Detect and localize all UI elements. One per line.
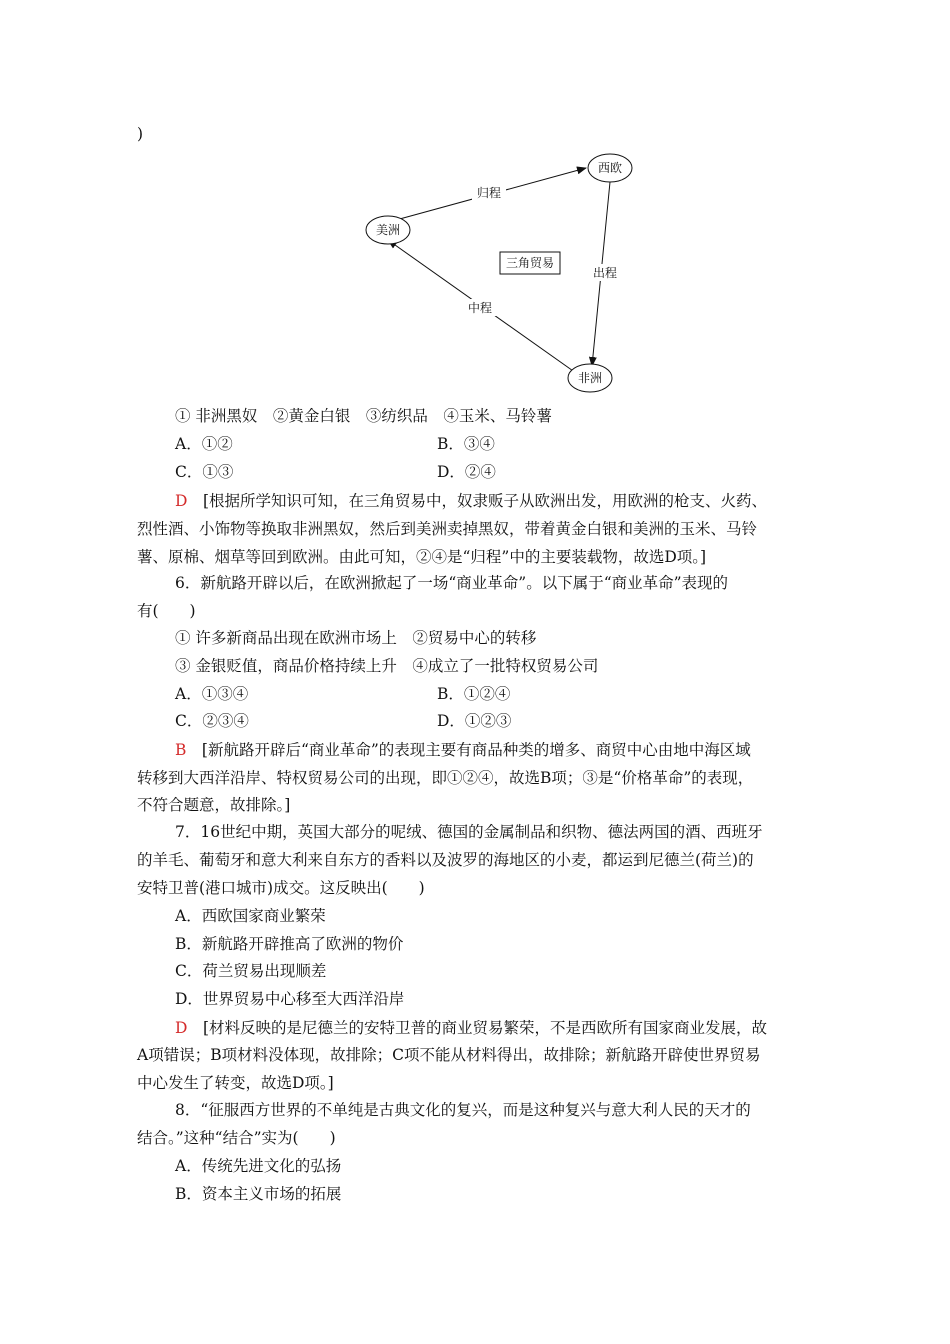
node-west-europe-label: 西欧: [597, 161, 623, 175]
q5-option-b: B．③④: [437, 435, 495, 453]
q7-option-a: A．西欧国家商业繁荣: [175, 907, 326, 925]
q8-stem-line-2: 结合。”这种“结合”实为( ): [137, 1129, 336, 1147]
q6-stem-line-2: 有( ): [137, 602, 196, 620]
q6-option-a: A．①③④: [175, 685, 249, 703]
q6-option-d: D．①②③: [437, 712, 512, 730]
q5-option-d: D．②④: [437, 463, 496, 481]
edge-return-label: 归程: [476, 186, 502, 200]
edge-outward-label: 出程: [592, 266, 618, 280]
q8-option-b: B．资本主义市场的拓展: [175, 1185, 342, 1203]
q5-answer-line-2: 烈性酒、小饰物等换取非洲黑奴，然后到美洲卖掉黑奴，带着黄金白银和美洲的玉米、马铃: [137, 520, 758, 538]
q7-option-b: B．新航路开辟推高了欧洲的物价: [175, 935, 404, 953]
q8-option-a: A．传统先进文化的弘扬: [175, 1157, 342, 1175]
q6-answer-line-3: 不符合题意，故排除。]: [137, 796, 291, 814]
q8-stem-line-1: 8．“征服西方世界的不单纯是古典文化的复兴，而是这种复兴与意大利人民的天才的: [175, 1101, 751, 1119]
triangle-trade-diagram: [330, 148, 660, 398]
node-africa-label: 非洲: [577, 371, 603, 385]
continued-bracket: ): [137, 125, 144, 143]
q6-option-b: B．①②④: [437, 685, 511, 703]
q6-answer-text-1: [新航路开辟后“商业革命”的表现主要有商品种类的增多、商贸中心由地中海区域: [201, 741, 751, 759]
q7-stem-line-1: 7．16世纪中期，英国大部分的呢绒、德国的金属制品和织物、德法两国的酒、西班牙: [175, 823, 763, 841]
q6-stem-line-1: 6．新航路开辟以后，在欧洲掀起了一场“商业革命”。以下属于“商业革命”表现的: [175, 574, 729, 592]
node-america-label: 美洲: [375, 223, 401, 237]
q7-option-d: D．世界贸易中心移至大西洋沿岸: [175, 990, 405, 1008]
q7-answer-text-1: [材料反映的是尼德兰的安特卫普的商业贸易繁荣，不是西欧所有国家商业发展，故: [202, 1019, 768, 1037]
q6-answer-letter: B: [175, 741, 187, 759]
q7-answer-line-2: A项错误；B项材料没体现，故排除；C项不能从材料得出，故排除；新航路开辟使世界贸易: [137, 1046, 761, 1064]
q5-answer-line-1: [175, 491, 767, 511]
q6-answer-line-1: [175, 740, 751, 760]
q5-items: ① 非洲黑奴 ②黄金白银 ③纺织品 ④玉米、马铃薯: [175, 407, 552, 425]
q7-answer-line-1: [175, 1018, 767, 1038]
q7-answer-letter: D: [175, 1019, 188, 1037]
q5-answer-letter: D: [175, 492, 188, 510]
q6-items-line-1: ① 许多新商品出现在欧洲市场上 ②贸易中心的转移: [175, 629, 537, 647]
edge-middle-label: 中程: [467, 301, 493, 315]
center-label: 三角贸易: [505, 256, 555, 270]
q7-stem-line-3: 安特卫普(港口城市)成交。这反映出( ): [137, 879, 425, 897]
q5-option-c: C．①③: [175, 463, 234, 481]
q6-option-c: C．②③④: [175, 712, 249, 730]
q6-items-line-2: ③ 金银贬值，商品价格持续上升 ④成立了一批特权贸易公司: [175, 657, 599, 675]
q6-answer-line-2: 转移到大西洋沿岸、特权贸易公司的出现，即①②④，故选B项；③是“价格革命”的表现，: [137, 769, 754, 787]
q7-option-c: C．荷兰贸易出现顺差: [175, 962, 327, 980]
q7-stem-line-2: 的羊毛、葡萄牙和意大利来自东方的香料以及波罗的海地区的小麦，都运到尼德兰(荷兰)的: [137, 851, 754, 869]
q7-answer-line-3: 中心发生了转变，故选D项。]: [137, 1074, 334, 1092]
q5-answer-line-3: 薯、原棉、烟草等回到欧洲。由此可知，②④是“归程”中的主要装载物，故选D项。]: [137, 548, 707, 566]
q5-answer-text-1: [根据所学知识可知，在三角贸易中，奴隶贩子从欧洲出发，用欧洲的枪支、火药、: [202, 492, 768, 510]
q5-option-a: A．①②: [175, 435, 233, 453]
